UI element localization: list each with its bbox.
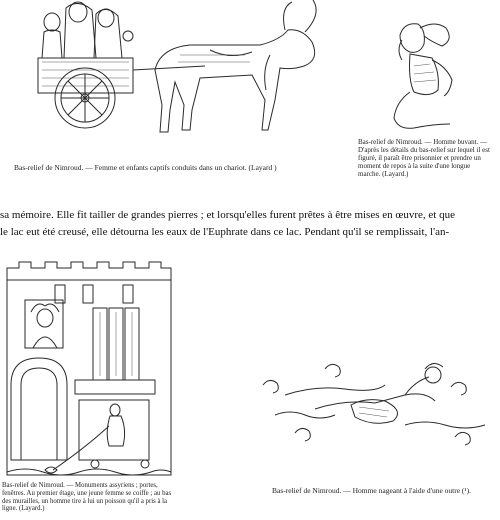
drinking-man-illustration — [380, 20, 470, 135]
swimmer-illustration — [255, 355, 495, 450]
body-text-line-2: le lac eut été creusé, elle détourna les eaux de l'Euphrate dans ce lac. Pendant qu'il se remplissait, l'an- — [0, 226, 450, 238]
chariot-caption: Bas-relief de Nimroud. — Femme et enfants captifs conduits dans un chariot. (Layard ) — [14, 163, 277, 172]
body-text-line-1: sa mémoire. Elle fit tailler de grandes pierres ; et lorsqu'elles furent prêtes à être mises en œuvre, et que — [0, 209, 455, 221]
monuments-caption: Bas-relief de Nimroud. — Monuments assyriens ; portes, fenêtres. Au premier étage, une jeune femme se coiffe ; au bas des murailles, un homme tire à lui un poisson qu'il a pris à la ligne. (Layard.) — [2, 482, 172, 513]
chariot-illustration — [30, 0, 330, 140]
swimmer-caption: Bas-relief de Nimroud. — Homme nageant à l'aide d'une outre (¹). — [272, 486, 472, 495]
monuments-illustration — [5, 260, 175, 482]
drinking-man-caption: Bas-relief de Nimroud. — Homme buvant. — D'après les détails du bas-relief sur lequel il est figuré, il paraît être prisonnier et prendre un moment de repos à la suite d'une longue marche. (Layard.) — [358, 138, 490, 179]
